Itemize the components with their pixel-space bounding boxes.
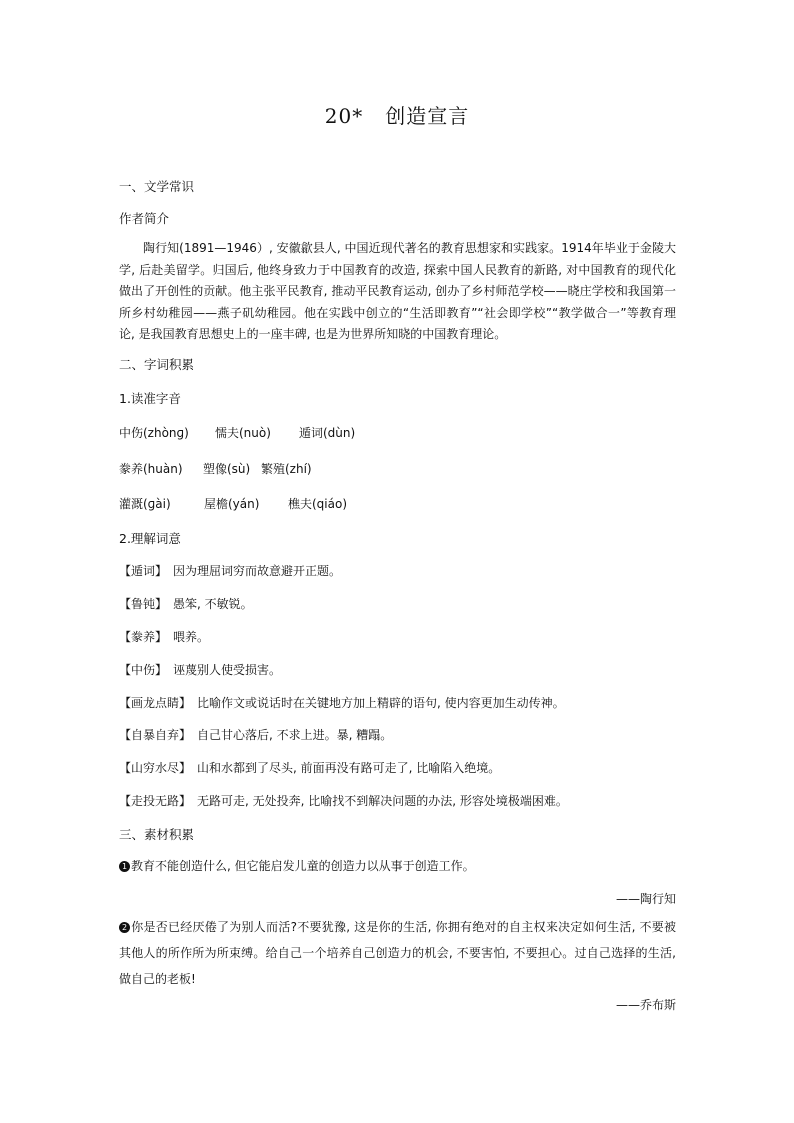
definition-text: 因为理屈词穷而故意避开正题。 [173,564,342,578]
definition-text: 自己甘心落后, 不求上进。暴, 糟蹋。 [197,728,393,742]
pronunciation-row [119,424,355,441]
quote-author: ——陶行知 [615,892,676,906]
definition-item [119,628,679,645]
definition-term: 【遁词】 [119,564,168,578]
definition-text: 无路可走, 无处投奔, 比喻找不到解决问题的办法, 形容处境极端困难。 [197,794,568,808]
definition-item [119,792,679,809]
definition-item [119,595,679,612]
quote-text: 教育不能创造什么, 但它能启发儿童的创造力以从事于创造工作。 [131,859,475,873]
quote-item [119,914,676,992]
subheading-pronunciation: 1.读准字音 [119,391,181,406]
number-marker-icon: 2 [119,922,130,933]
definition-item [119,694,679,711]
lesson-title: 创造宣言 [385,104,470,128]
definition-term: 【自暴自弃】 [119,728,192,742]
quote-author: ——乔布斯 [615,998,676,1012]
definition-term: 【豢养】 [119,630,168,644]
definition-text: 山和水都到了尽头, 前面再没有路可走了, 比喻陷入绝境。 [197,761,501,775]
pronunciation-row [119,460,312,477]
section-heading-literature: 一、文学常识 [119,179,195,194]
definition-text: 诬蔑别人使受损害。 [173,663,282,677]
author-intro-text: 陶行知(1891—1946）, 安徽歙县人, 中国近现代著名的教育思想家和实践家。1914年毕业于金陵大学, 后赴美留学。归国后, 他终身致力于中国教育的改造, 探索中国人民教育的新路, 对中国教育的现代化做出了开创性的贡献。他主张平民教育, 推动平民教育运动, 创办了乡村师范学校——晓庄学校和我国第一所乡村幼稚园——燕子矶幼稚园。他在实践中创立的“生活即教育”“社会即学校”“教学做合一”等教育理论, 是我国教育思想史上的一座丰碑, 也是为世界所知晓的中国教育理论。 [119,241,676,341]
pronunciation-item: 遁词(dùn) [299,426,356,440]
definition-item [119,562,679,579]
subheading-meanings: 2.理解词意 [119,531,181,546]
definition-item [119,661,679,678]
section-heading-material: 三、素材积累 [119,827,195,842]
definition-term: 【画龙点睛】 [119,696,192,710]
author-intro-paragraph [119,238,676,346]
lesson-number: 20* [324,104,364,128]
pronunciation-item: 懦夫(nuò) [215,426,271,440]
definition-term: 【走投无路】 [119,794,192,808]
pronunciation-item: 灌溉(ɡài) [119,497,171,511]
definition-item [119,759,679,776]
pronunciation-item: 中伤(zhònɡ) [119,426,189,440]
definition-item [119,726,679,743]
page-title [0,100,794,129]
pronunciation-item: 塑像(sù) [203,462,251,476]
definition-text: 愚笨, 不敏锐。 [173,597,253,611]
pronunciation-row [119,495,347,512]
quote-text: 你是否已经厌倦了为别人而活?不要犹豫, 这是你的生活, 你拥有绝对的自主权来决定如何生活, 不要被其他人的所作所为所束缚。给自己一个培养自己创造力的机会, 不要害怕, 不要担心。过自己选择的生活, 做自己的老板! [119,920,676,986]
section-heading-vocabulary: 二、字词积累 [119,357,195,372]
definition-text: 喂养。 [173,630,210,644]
definition-text: 比喻作文或说话时在关键地方加上精辟的语句, 使内容更加生动传神。 [197,696,565,710]
pronunciation-item: 豢养(huàn) [119,462,183,476]
pronunciation-item: 繁殖(zhí) [261,462,312,476]
subheading-author-intro: 作者简介 [119,211,170,226]
definition-term: 【山穷水尽】 [119,761,192,775]
pronunciation-item: 樵夫(qiáo) [288,497,348,511]
quote-item [119,853,676,879]
definition-term: 【鲁钝】 [119,597,168,611]
number-marker-icon: 1 [119,861,130,872]
definition-term: 【中伤】 [119,663,168,677]
pronunciation-item: 屋檐(yán) [204,497,260,511]
